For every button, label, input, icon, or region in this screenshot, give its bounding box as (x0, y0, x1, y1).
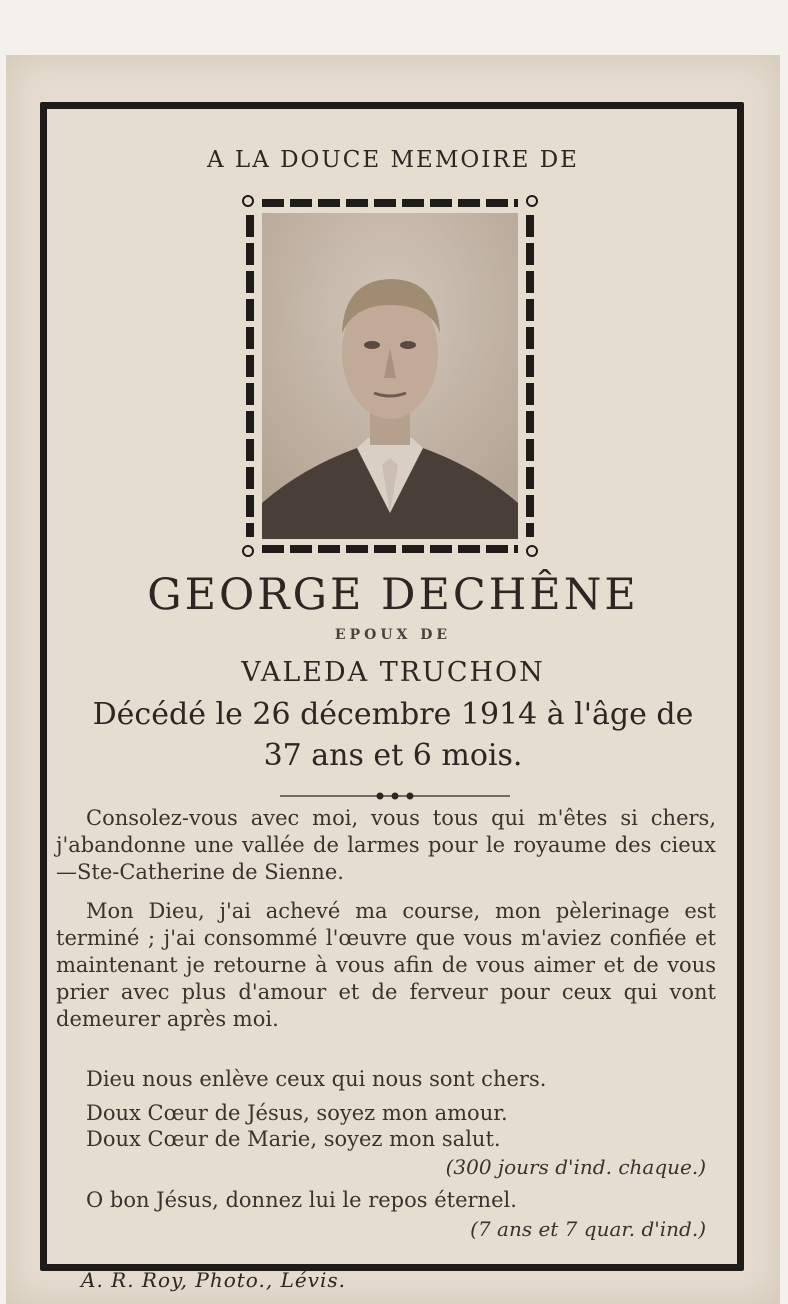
consolation-paragraph: Consolez-vous avec moi, vous tous qui m'êtes si chers, j'abandonne une vallée de larmes pour le royaume des cieux —Ste-Catherine de Sienne. (56, 806, 716, 884)
invocation-marie: Doux Cœur de Marie, soyez mon salut. (86, 1127, 501, 1151)
final-prayer: O bon Jésus, donnez lui le repos éternel. (86, 1188, 517, 1212)
frame-bottom-bar (262, 545, 518, 553)
memorial-heading: A LA DOUCE MEMOIRE DE (207, 147, 579, 173)
frame-right-bar (526, 215, 534, 537)
frame-corner-dot (526, 195, 538, 207)
portrait-photo (262, 213, 518, 539)
photographer-credit: A. R. Roy, Photo., Lévis. (81, 1268, 346, 1292)
frame-left-bar (246, 215, 254, 537)
frame-top-bar (262, 199, 518, 207)
death-date: Décédé le 26 décembre 1914 à l'âge de (92, 697, 694, 732)
frame-corner-dot (242, 195, 254, 207)
spouse-name: VALEDA TRUCHON (241, 657, 545, 688)
prayer-paragraph: Mon Dieu, j'ai achevé ma course, mon pèlerinage est terminé ; j'ai consommé l'œuvre que vous m'aviez confiée et maintenant je retourne à vous afin de vous aimer et de vous prier avec plus d'amour et de ferveur pour ceux qui vont demeurer après moi. (56, 899, 716, 1031)
portrait-figure (262, 213, 518, 539)
frame-corner-dot (242, 545, 254, 557)
invocation-jesus: Doux Cœur de Jésus, soyez mon amour. (86, 1101, 508, 1125)
invocations (86, 1100, 706, 1152)
closing-line: Dieu nous enlève ceux qui nous sont chers. (86, 1067, 547, 1091)
memorial-card (6, 55, 780, 1304)
age-at-death: 37 ans et 6 mois. (263, 738, 523, 773)
portrait-frame (242, 195, 538, 557)
deceased-name: GEORGE DECHÊNE (147, 570, 639, 620)
ornament-divider (280, 792, 510, 800)
spouse-caption: EPOUX DE (334, 627, 452, 643)
frame-corner-dot (526, 545, 538, 557)
indulgence-note: (300 jours d'ind. chaque.) (445, 1155, 706, 1179)
indulgence-note: (7 ans et 7 quar. d'ind.) (470, 1217, 706, 1241)
